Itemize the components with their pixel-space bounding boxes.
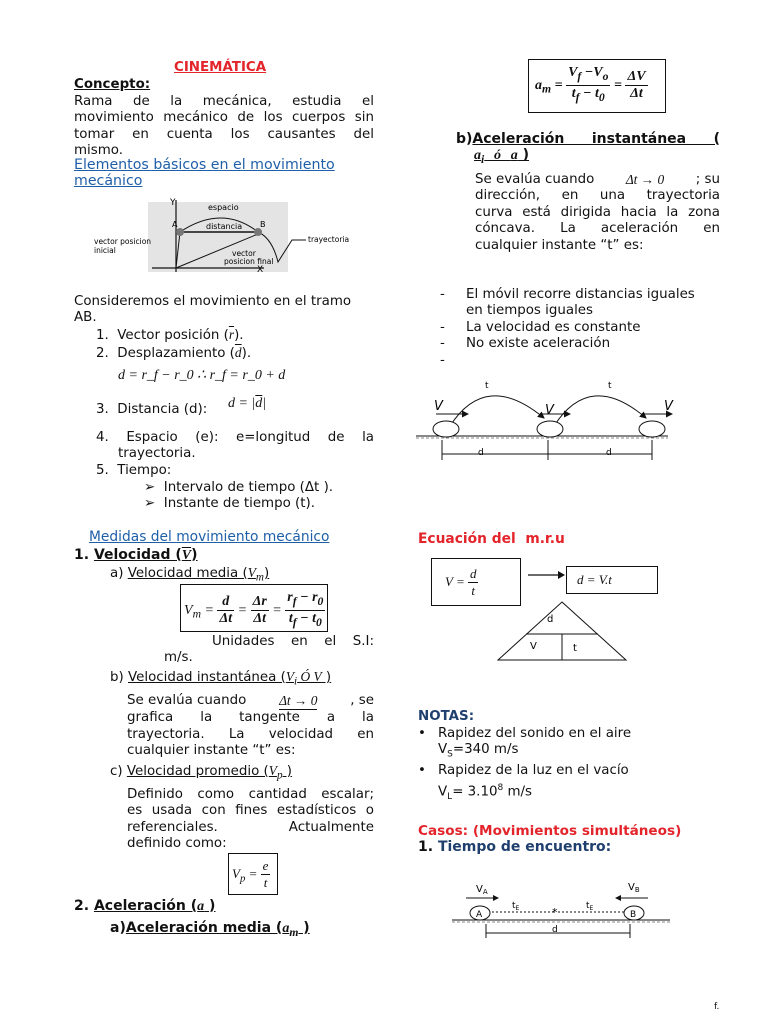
section-number: 1. xyxy=(74,547,90,563)
b-label: B xyxy=(260,220,266,229)
va-label xyxy=(476,884,488,896)
desc-text: Definido como cantidad escalar; xyxy=(127,787,374,802)
list-text: ). xyxy=(234,328,244,343)
list-text: Vector posición ( xyxy=(117,328,229,343)
concepto-paragraph xyxy=(74,94,374,160)
vector-r-symbol: $\overline{r}$ xyxy=(228,327,235,342)
exponent: 8 xyxy=(497,782,504,793)
desplazamiento-equation: d = r_f − r_0 ∴ r_f = r_0 + d xyxy=(118,368,286,383)
d-vector: $\overline{d}$ xyxy=(255,396,263,411)
tiempo-item-text: Intervalo de tiempo (Δt ). xyxy=(163,480,334,495)
concepto-line: mismo. xyxy=(74,143,123,159)
nota-item xyxy=(418,763,631,779)
bullet-text: en tiempos iguales xyxy=(466,303,594,319)
bullet-text: No existe aceleración xyxy=(466,336,611,352)
te-subscript: E xyxy=(589,905,594,912)
desc-text: Se evalúa cuando xyxy=(475,172,595,187)
desc-text: cóncava. La aceleración en xyxy=(475,221,720,237)
velocidad-text: Velocidad ( xyxy=(93,547,182,563)
list-text: Tiempo: xyxy=(117,463,172,478)
va-subscript: A xyxy=(482,888,488,896)
section-number: 1. xyxy=(418,839,434,855)
mobile-body xyxy=(433,421,459,437)
velocidad-instantanea-desc xyxy=(127,693,374,760)
v-label: V xyxy=(664,399,673,414)
value-text: =340 m/s xyxy=(452,742,519,758)
item-label: b) xyxy=(456,131,473,147)
velocidad-promedio-desc xyxy=(127,787,374,853)
list-number: 2. xyxy=(96,346,109,361)
vb-text: V xyxy=(628,882,635,893)
list-text-line xyxy=(96,430,374,446)
unidades-line: Unidades en el S.I: xyxy=(212,634,374,649)
desc-text: referenciales. Actualmente xyxy=(127,819,374,835)
denominator: t xyxy=(263,875,268,891)
consideremos-line: Consideremos el movimiento en el tramo xyxy=(74,294,352,309)
page-title: CINEMÁTICA xyxy=(174,60,267,75)
list-number: 4. xyxy=(96,430,109,445)
bullet-text: La velocidad es constante xyxy=(466,319,641,335)
fraction xyxy=(566,65,610,106)
desc-text: Se evalúa cuando xyxy=(127,693,247,708)
desc-text: es usada con fines estadísticos o xyxy=(127,803,374,819)
concepto-line: tomar en cuenta los causantes del xyxy=(74,126,374,142)
desc-text: curva está dirigida hacia la zona xyxy=(475,204,720,220)
list-item xyxy=(96,402,207,418)
tiempo-encuentro-heading xyxy=(418,839,611,855)
desc-text: ; su xyxy=(695,172,720,187)
concepto-line: Rama de la mecánica, estudia el xyxy=(74,94,374,109)
concepto-line: movimiento mecánico de los cuerpos sin xyxy=(74,110,374,126)
v-symbol: V xyxy=(181,548,192,563)
elementos-heading xyxy=(74,157,335,190)
v-subscript: S xyxy=(447,750,453,761)
list-text: ). xyxy=(241,346,252,361)
unidades-line: m/s. xyxy=(164,650,193,666)
distancia-label: distancia xyxy=(206,222,243,231)
numerator: $r_f - r_0$ xyxy=(285,590,325,611)
ai-symbol: $a_i$ xyxy=(474,148,485,167)
tiempo-item xyxy=(144,480,333,496)
desc-text: grafica la tangente a la xyxy=(127,710,374,726)
desc-text: dirección, en una trayectoria xyxy=(475,188,720,204)
encuentro-diagram xyxy=(448,878,678,942)
list-item xyxy=(96,327,244,344)
delta-t-limit: Δt → 0 xyxy=(625,172,665,187)
te-text: t xyxy=(586,901,590,911)
fraction xyxy=(285,590,325,631)
implies-arrow-icon xyxy=(526,568,566,582)
desc-text: , se xyxy=(350,693,374,708)
time-arc xyxy=(450,396,544,426)
consideremos-line: AB. xyxy=(74,310,97,326)
mru-characteristics xyxy=(440,287,720,369)
velocidad-instantanea-text: Velocidad instantánea ( xyxy=(128,670,286,685)
bullet-icon: • xyxy=(418,763,426,779)
triangle-d: d xyxy=(547,614,554,625)
aceleracion-media-label xyxy=(110,920,310,941)
list-text: Desplazamiento ( xyxy=(117,346,235,361)
mobile-body xyxy=(537,421,563,437)
v-subscript: L xyxy=(447,792,453,803)
desc-text: trayectoria. La velocidad en xyxy=(127,726,374,742)
a-symbol: a xyxy=(510,148,518,164)
bullet-item xyxy=(440,336,720,352)
x-label: X xyxy=(257,265,264,275)
fraction xyxy=(261,858,271,892)
desc-line xyxy=(127,693,374,710)
va-text: V xyxy=(476,884,483,895)
velocidad-heading xyxy=(74,547,198,564)
v-text: V xyxy=(438,742,448,758)
tiempo-encuentro-text: Tiempo de encuentro: xyxy=(437,839,612,855)
d-label: d xyxy=(606,448,612,458)
list-number: 3. xyxy=(96,402,109,417)
numerator: $V_f -V_o$ xyxy=(566,65,610,86)
aceleracion-instantanea-line xyxy=(456,131,720,147)
vi-symbol: $V_i$ Ó V xyxy=(285,669,322,688)
item-label: b) xyxy=(110,670,124,685)
velocidad-title: Velocidad (V) xyxy=(93,547,198,563)
delta-t-limit: Δt → 0 xyxy=(279,693,317,710)
vm-symbol: $V_m$ xyxy=(247,565,264,584)
aceleracion-media-text: Aceleración media ( xyxy=(125,920,283,936)
item-label: a) xyxy=(110,920,126,936)
velocidad-media-label xyxy=(110,565,269,586)
denominator: Δt xyxy=(253,611,267,627)
unit-text: m/s xyxy=(503,784,533,800)
espacio-label: espacio xyxy=(208,203,239,212)
velocidad-instantanea-title: Velocidad instantánea ($V_i$ Ó V ) xyxy=(128,669,332,688)
dash-icon: - xyxy=(440,287,445,302)
bullet-item xyxy=(440,353,720,369)
meeting-point-icon: * xyxy=(552,906,558,919)
o-text: ó xyxy=(494,148,501,164)
triangle-t: t xyxy=(573,643,577,654)
aceleracion-instantanea-desc xyxy=(475,172,720,254)
d-label: d xyxy=(478,448,484,458)
point-a xyxy=(176,228,184,236)
list-item xyxy=(96,345,251,362)
te-label xyxy=(512,901,520,912)
vb-subscript: B xyxy=(634,886,640,894)
section-number: 2. xyxy=(74,898,90,914)
denominator: t xyxy=(471,583,476,599)
v-text: V xyxy=(438,784,448,800)
te-subscript: E xyxy=(515,905,520,912)
mru-diagram xyxy=(406,374,686,464)
value-text: = 3.10 xyxy=(452,784,498,800)
nota-text: Rapidez de la luz en el vacío xyxy=(438,763,629,779)
notas-list xyxy=(418,726,631,805)
mru-formula-solved: d = V.t xyxy=(577,572,612,587)
numerator: Δr xyxy=(251,594,269,611)
vb-label xyxy=(628,882,640,894)
a-symbol: a xyxy=(197,899,205,914)
mobile-body xyxy=(639,421,665,437)
aceleracion-instantanea-label xyxy=(456,131,720,169)
fraction xyxy=(251,594,269,628)
tiempo-item-text: Instante de tiempo (t). xyxy=(163,496,316,512)
bullet-item xyxy=(440,287,720,303)
y-label: Y xyxy=(170,198,176,208)
item-label: c) xyxy=(110,764,123,779)
bullet-icon: • xyxy=(418,726,426,741)
casos-heading: Casos: (Movimientos simultáneos) xyxy=(418,823,682,839)
list-text: Espacio (e): e=longitud de la xyxy=(126,430,374,445)
medidas-heading: Medidas del movimiento mecánico xyxy=(89,529,330,545)
velocidad-media-text: Velocidad media ( xyxy=(127,566,248,581)
triangle-v: V xyxy=(530,641,537,652)
t-label: t xyxy=(608,381,612,391)
denominator: $t_f - t_0$ xyxy=(288,611,322,629)
te-label xyxy=(586,901,594,912)
list-item xyxy=(96,430,374,463)
velocidad-promedio-text: Velocidad promedio ( xyxy=(126,764,269,779)
denominator: Δt xyxy=(219,611,233,627)
dash-icon: - xyxy=(440,352,445,368)
numerator: d xyxy=(217,594,234,611)
velocidad-instantanea-label xyxy=(110,669,331,690)
time-arc xyxy=(554,396,646,426)
unidades-text xyxy=(164,634,374,667)
te-text: t xyxy=(512,901,516,911)
consideremos-paragraph xyxy=(74,294,351,327)
numerator: e xyxy=(261,858,271,875)
velocidad-media-formula: $V_m$ = $\frac{d}{\Delta t}$ = $\frac{\Delta r}{\Delta t}$ = $\frac{r_f - r_0}{t_f - t_0}$ xyxy=(184,590,325,631)
fraction xyxy=(217,594,234,628)
list-number: 5. xyxy=(96,463,109,478)
vector-final-label: vector xyxy=(232,249,256,258)
v-label: V xyxy=(545,403,554,418)
dash-icon: - xyxy=(440,319,445,335)
list-text: trayectoria. xyxy=(118,446,196,462)
nota-value xyxy=(418,780,631,806)
arrow-bullet-icon: ➢ xyxy=(144,480,156,495)
dvt-triangle xyxy=(496,600,628,662)
velocidad-promedio-title: Velocidad promedio ($V_p$ ) xyxy=(126,763,293,782)
motion-diagram xyxy=(92,196,362,280)
vector-d-symbol: $\overline{d}$ xyxy=(234,345,242,360)
aceleracion-media-title: Aceleración media ($a_m$ ) xyxy=(125,920,310,939)
mru-formula xyxy=(445,566,478,600)
list-text: Distancia (d): xyxy=(117,402,208,417)
desc-line xyxy=(475,172,720,188)
vp-symbol: $V_p$ xyxy=(268,763,283,782)
a-label: A xyxy=(476,910,483,920)
aceleracion-media-formula: $a_m$ = $\frac{V_f -V_o}{t_f - t_0}$ = $\frac{\Delta V}{\Delta t}$ xyxy=(535,65,648,106)
nota-value xyxy=(418,742,631,763)
tiempo-sublist xyxy=(144,480,333,513)
tiempo-item xyxy=(144,496,333,512)
desc-text: cualquier instante “t” es: xyxy=(475,237,644,253)
nota-text: Rapidez del sonido en el aire xyxy=(438,726,632,741)
fraction xyxy=(625,69,647,103)
t-label: t xyxy=(485,381,489,391)
concepto-heading: Concepto: xyxy=(74,77,151,92)
elementos-heading-line: Elementos básicos en el movimiento xyxy=(74,157,335,173)
list-item xyxy=(96,463,171,479)
aceleracion-heading xyxy=(74,898,215,915)
am-symbol: $a_m$ xyxy=(282,921,299,939)
bullet-item xyxy=(440,320,720,336)
ecuacion-heading: Ecuación del m.r.u xyxy=(418,531,565,547)
numerator: ΔV xyxy=(625,69,647,86)
bullet-text: El móvil recorre distancias iguales xyxy=(466,287,695,302)
formula-text: V = xyxy=(445,573,465,589)
d-label: d xyxy=(552,925,558,935)
velocidad-promedio-formula: $V_p$ = $\frac{e}{t}$ xyxy=(232,858,269,891)
trayectoria-label: trayectoria xyxy=(308,235,350,244)
desc-text: definido como: xyxy=(127,836,227,852)
denominator: Δt xyxy=(630,86,643,102)
list-number: 1. xyxy=(96,328,109,343)
elementos-heading-line: mecánico xyxy=(74,173,143,190)
item-label: a) xyxy=(110,566,124,581)
numerator: d xyxy=(468,566,479,583)
velocidad-media-title: Velocidad media $(V_m)$ xyxy=(127,565,270,584)
velocidad-promedio-label xyxy=(110,763,292,784)
aceleracion-instantanea-text: Aceleración instantánea ( xyxy=(472,131,720,147)
fraction xyxy=(468,566,479,600)
notas-heading: NOTAS: xyxy=(418,709,475,724)
b-label: B xyxy=(630,910,637,920)
distancia-formula: $d = |\overline{d}|$ xyxy=(228,396,267,411)
aceleracion-instantanea-symbols: $a_i$ ó a ) xyxy=(474,147,530,167)
v-label: V xyxy=(434,399,443,414)
nota-item xyxy=(418,726,631,742)
a-label: A xyxy=(172,220,178,229)
dash-icon: - xyxy=(440,336,445,352)
page-number: f. xyxy=(714,1002,720,1012)
vector-final-label: posicion final xyxy=(224,257,274,266)
aceleracion-text: Aceleración ( xyxy=(93,898,198,914)
arrow-bullet-icon: ➢ xyxy=(144,496,156,512)
vector-inicial-label: inicial xyxy=(94,246,116,255)
vector-inicial-label: vector posicion xyxy=(94,237,152,246)
desc-text: cualquier instante “t” es: xyxy=(127,743,296,759)
denominator: $t_f - t_0$ xyxy=(571,86,605,104)
aceleracion-title: Aceleración (a ) xyxy=(93,898,216,914)
point-b xyxy=(254,228,262,236)
